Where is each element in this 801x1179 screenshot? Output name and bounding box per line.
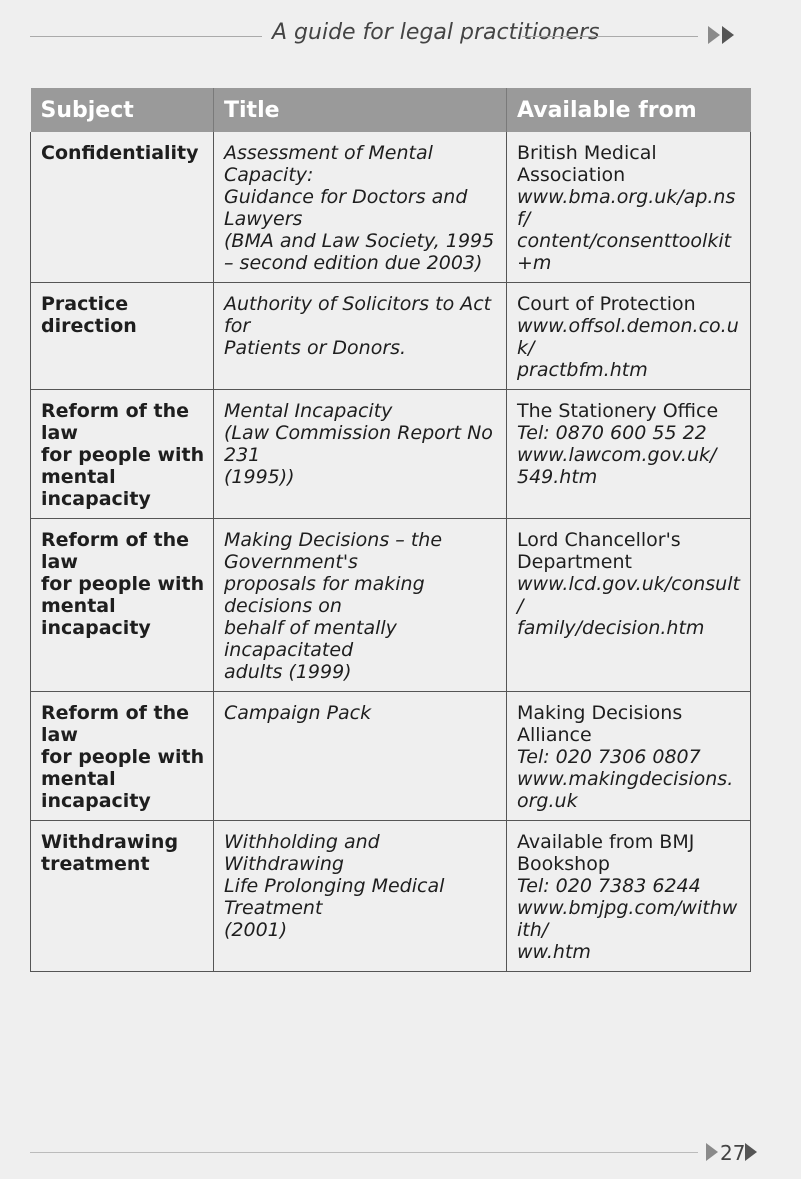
table-row bbox=[31, 692, 751, 821]
cell-line: Reform of the law bbox=[41, 529, 190, 573]
subject-cell bbox=[31, 692, 214, 821]
header-arrows bbox=[708, 26, 734, 44]
cell-line: Life Prolonging Medical Treatment bbox=[224, 875, 445, 919]
running-header bbox=[0, 16, 801, 56]
cell-line: www.bma.org.uk/ap.nsf/ bbox=[517, 186, 736, 230]
footer-rule bbox=[30, 1152, 698, 1153]
cell-line: www.bmjpg.com/withwith/ bbox=[517, 897, 738, 941]
table-body bbox=[31, 132, 751, 972]
available-from-cell bbox=[507, 519, 751, 692]
cell-line: proposals for making decisions on bbox=[224, 573, 425, 617]
cell-line: for people with bbox=[41, 746, 205, 768]
arrow-right-icon bbox=[745, 1143, 757, 1161]
cell-line: Withdrawing bbox=[41, 831, 179, 853]
cell-line: (2001) bbox=[224, 919, 288, 941]
cell-line: practbfm.htm bbox=[517, 359, 648, 381]
page-footer bbox=[0, 1140, 801, 1170]
available-from-cell bbox=[507, 132, 751, 283]
title-cell bbox=[214, 519, 507, 692]
table-row bbox=[31, 132, 751, 283]
title-cell bbox=[214, 692, 507, 821]
page-number: 27 bbox=[720, 1141, 746, 1165]
cell-line: Reform of the law bbox=[41, 702, 190, 746]
cell-line: Campaign Pack bbox=[224, 702, 372, 724]
cell-line: Department bbox=[517, 551, 632, 573]
cell-line: Patients or Donors. bbox=[224, 337, 407, 359]
table-row bbox=[31, 390, 751, 519]
column-header-title: Title bbox=[214, 88, 507, 132]
cell-line: (Law Commission Report No 231 bbox=[224, 422, 493, 466]
cell-line: Reform of the law bbox=[41, 400, 190, 444]
table-row bbox=[31, 283, 751, 390]
cell-line: The Stationery Office bbox=[517, 400, 719, 422]
available-from-cell bbox=[507, 692, 751, 821]
cell-line: Authority of Solicitors to Act for bbox=[224, 293, 492, 337]
cell-line: content/consenttoolkit+m bbox=[517, 230, 732, 274]
cell-line: www.offsol.demon.co.uk/ bbox=[517, 315, 739, 359]
cell-line: Making Decisions Alliance bbox=[517, 702, 683, 746]
cell-line: www.lcd.gov.uk/consult/ bbox=[517, 573, 740, 617]
subject-cell bbox=[31, 821, 214, 972]
subject-cell bbox=[31, 283, 214, 390]
arrow-right-icon bbox=[722, 26, 734, 44]
table-row bbox=[31, 519, 751, 692]
header-rule-left bbox=[30, 36, 262, 37]
table-row bbox=[31, 821, 751, 972]
cell-line: – second edition due 2003) bbox=[224, 252, 483, 274]
cell-line: Practice direction bbox=[41, 293, 137, 337]
title-cell bbox=[214, 390, 507, 519]
available-from-cell bbox=[507, 390, 751, 519]
arrow-right-icon bbox=[706, 1143, 718, 1161]
cell-line: British Medical Association bbox=[517, 142, 657, 186]
cell-line: www.lawcom.gov.uk/ bbox=[517, 444, 717, 466]
cell-line: Tel: 020 7306 0807 bbox=[517, 746, 701, 768]
cell-line: Available from BMJ Bookshop bbox=[517, 831, 695, 875]
cell-line: family/decision.htm bbox=[517, 617, 705, 639]
header-rule-right bbox=[522, 36, 698, 37]
title-cell bbox=[214, 821, 507, 972]
available-from-cell bbox=[507, 821, 751, 972]
cell-line: for people with bbox=[41, 573, 205, 595]
table-header-row bbox=[31, 88, 751, 132]
cell-line: ww.htm bbox=[517, 941, 591, 963]
running-header-title: A guide for legal practitioners bbox=[272, 20, 600, 45]
available-from-cell bbox=[507, 283, 751, 390]
cell-line: mental incapacity bbox=[41, 595, 151, 639]
cell-line: for people with bbox=[41, 444, 205, 466]
subject-cell bbox=[31, 519, 214, 692]
cell-line: mental incapacity bbox=[41, 768, 151, 812]
cell-line: Withholding and Withdrawing bbox=[224, 831, 380, 875]
cell-line: treatment bbox=[41, 853, 150, 875]
title-cell bbox=[214, 132, 507, 283]
subject-cell bbox=[31, 390, 214, 519]
cell-line: www.makingdecisions.org.uk bbox=[517, 768, 734, 812]
cell-line: Mental Incapacity bbox=[224, 400, 393, 422]
cell-line: Assessment of Mental Capacity: bbox=[224, 142, 433, 186]
cell-line: Tel: 020 7383 6244 bbox=[517, 875, 701, 897]
column-header-available-from: Available from bbox=[507, 88, 751, 132]
cell-line: Tel: 0870 600 55 22 bbox=[517, 422, 707, 444]
resources-table bbox=[30, 88, 751, 972]
cell-line: Confidentiality bbox=[41, 142, 199, 164]
cell-line: Lord Chancellor's bbox=[517, 529, 681, 551]
cell-line: Court of Protection bbox=[517, 293, 696, 315]
cell-line: 549.htm bbox=[517, 466, 598, 488]
column-header-subject: Subject bbox=[31, 88, 214, 132]
cell-line: (1995)) bbox=[224, 466, 295, 488]
cell-line: adults (1999) bbox=[224, 661, 352, 683]
cell-line: Making Decisions – the Government's bbox=[224, 529, 443, 573]
cell-line: behalf of mentally incapacitated bbox=[224, 617, 397, 661]
cell-line: Guidance for Doctors and Lawyers bbox=[224, 186, 468, 230]
cell-line: mental incapacity bbox=[41, 466, 151, 510]
arrow-right-icon bbox=[708, 26, 720, 44]
title-cell bbox=[214, 283, 507, 390]
subject-cell bbox=[31, 132, 214, 283]
cell-line: (BMA and Law Society, 1995 bbox=[224, 230, 495, 252]
